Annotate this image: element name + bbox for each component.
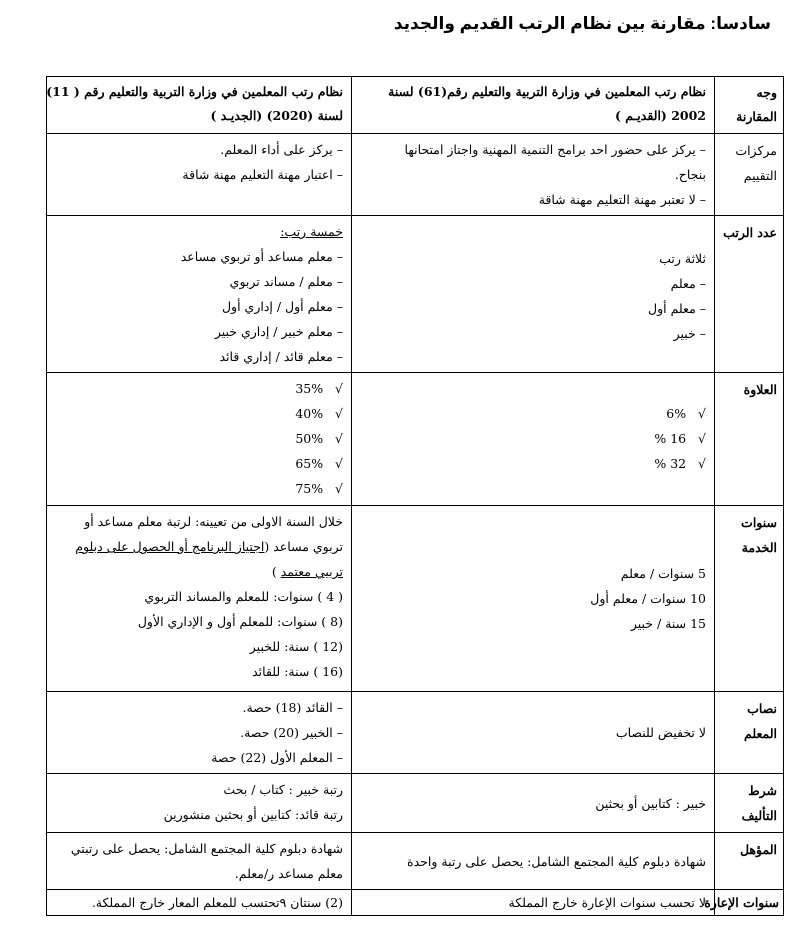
header-old-line2: 2002 (القديـم ) (615, 108, 706, 123)
check-icon: √ (335, 381, 343, 396)
label-secondment: سنوات الإعارة (715, 890, 784, 916)
old-ranks-2: – معلم (670, 276, 706, 291)
old-service-3: 15 سنة / خبير (630, 616, 706, 631)
new-qualification-1: شهادة دبلوم كلية المجتمع الشامل: يحصل على رتبتي (70, 841, 343, 856)
header-criterion: وجه المقارنة (715, 77, 784, 134)
check-icon: √ (698, 431, 706, 446)
comparison-table (46, 76, 784, 916)
new-evaluation-1: – يركز على أداء المعلم. (220, 142, 343, 157)
check-icon: √ (335, 431, 343, 446)
check-icon: √ (335, 406, 343, 421)
new-service-intro3 (55, 559, 343, 584)
new-service-intro2b: اجتياز البرنامج أو الحصول على دبلوم (75, 539, 265, 554)
old-service-2: 10 سنوات / معلم أول (590, 591, 706, 606)
new-ranks-heading: خمسة رتب: (280, 224, 343, 239)
row-ranks (47, 216, 784, 373)
header-old-system (352, 77, 715, 134)
new-authorship (47, 774, 352, 833)
new-evaluation (47, 134, 352, 216)
new-service (47, 506, 352, 692)
new-allowance-value: 75% (295, 481, 324, 496)
new-allowance-1 (55, 376, 343, 401)
new-ranks-1: – معلم مساعد أو تربوي مساعد (180, 249, 343, 264)
row-allowance (47, 373, 784, 506)
new-qualification-2: معلم مساعد ر/معلم. (234, 866, 343, 881)
new-allowance-2 (55, 401, 343, 426)
new-authorship-1: رتبة خبير : كتاب / بحث (223, 782, 343, 797)
label-ranks: عدد الرتب (715, 216, 784, 373)
old-service (352, 506, 715, 692)
row-service (47, 506, 784, 692)
new-service-1: ( 4 ) سنوات: للمعلم والمساند التربوي (144, 589, 343, 604)
check-icon: √ (698, 456, 706, 471)
old-ranks-1: ثلاثة رتب (659, 251, 706, 266)
new-service-intro2a: تربوي مساعد ( (264, 539, 343, 554)
new-ranks-5: – معلم قائد / إداري قائد (219, 349, 343, 364)
row-evaluation (47, 134, 784, 216)
old-qualification: شهادة دبلوم كلية المجتمع الشامل: يحصل على رتبة واحدة (352, 833, 715, 890)
label-qualification: المؤهل (715, 833, 784, 890)
new-allowance-value: 35% (295, 381, 324, 396)
old-ranks-3: – معلم أول (648, 301, 706, 316)
check-icon: √ (335, 456, 343, 471)
old-teaching-load: لا تخفيض للنصاب (352, 692, 715, 774)
check-icon: √ (698, 406, 706, 421)
row-authorship (47, 774, 784, 833)
new-service-intro1: خلال السنة الاولى من تعيينه: لرتبة معلم مساعد أو (84, 514, 343, 529)
old-allowance-1 (360, 401, 706, 426)
old-evaluation-1: – يركز على حضور احد برامج التنمية المهنية واجتاز امتحانها (404, 142, 706, 157)
new-ranks-3: – معلم أول / إداري أول (221, 299, 343, 314)
new-qualification (47, 833, 352, 890)
new-allowance-3 (55, 426, 343, 451)
old-service-1: 5 سنوات / معلم (620, 566, 706, 581)
old-evaluation (352, 134, 715, 216)
old-allowance-3 (360, 451, 706, 476)
new-ranks (47, 216, 352, 373)
label-service-1: سنوات (741, 515, 777, 530)
old-ranks-4: – خبير (673, 326, 706, 341)
old-secondment: لا تحسب سنوات الإعارة خارج المملكة (352, 890, 715, 916)
new-service-2: (8 ) سنوات: للمعلم أول و الإداري الأول (137, 614, 343, 629)
old-allowance-value: 32 % (654, 456, 687, 471)
row-teaching-load (47, 692, 784, 774)
label-teaching-load: نصاب المعلم (715, 692, 784, 774)
new-service-4: (16 ) سنة: للقائد (252, 664, 343, 679)
new-service-intro2 (55, 534, 343, 559)
new-load-2: – الخبير (20) حصة. (240, 725, 343, 740)
new-service-intro3b: ) (271, 564, 281, 579)
new-allowance-value: 65% (295, 456, 324, 471)
page-title: سادسا: مقارنة بين نظام الرتب القديم والجديد (393, 14, 771, 33)
label-allowance: العلاوة (715, 373, 784, 506)
label-service (715, 506, 784, 692)
old-allowance (352, 373, 715, 506)
new-allowance-value: 50% (295, 431, 324, 446)
new-authorship-2: رتبة قائد: كتابين أو بحثين منشورين (163, 807, 343, 822)
label-evaluation: مركزات التقييم (715, 134, 784, 216)
new-service-3: (12 ) سنة: للخبير (249, 639, 343, 654)
new-service-intro3a: تربيي معتمد (280, 564, 343, 579)
label-service-2: الخدمة (741, 540, 777, 555)
old-allowance-value: 6% (666, 406, 687, 421)
check-icon: √ (335, 481, 343, 496)
new-load-1: – القائد (18) حصة. (242, 700, 343, 715)
new-ranks-2: – معلم / مساند تربوي (229, 274, 343, 289)
old-ranks (352, 216, 715, 373)
new-teaching-load (47, 692, 352, 774)
old-evaluation-3: – لا تعتبر مهنة التعليم مهنة شاقة (538, 192, 706, 207)
header-new-system (47, 77, 352, 134)
header-new-line1: نظام رتب المعلمين في وزارة التربية والتعليم رقم ( 11) (46, 84, 343, 99)
new-allowance-value: 40% (295, 406, 324, 421)
new-secondment: (2) سنتان ٩تحتسب للمعلم المعار خارج المملكة. (47, 890, 352, 916)
new-allowance-4 (55, 451, 343, 476)
header-old-line1: نظام رتب المعلمين في وزارة التربية والتعليم رقم(61) لسنة (388, 84, 706, 99)
new-load-3: – المعلم الأول (22) حصة (211, 750, 343, 765)
old-evaluation-2: بنجاح. (674, 167, 706, 182)
row-secondment (47, 890, 784, 916)
old-authorship: خبير : كتابين أو بحثين (352, 774, 715, 833)
row-qualification (47, 833, 784, 890)
old-allowance-value: 16 % (654, 431, 687, 446)
header-row (47, 77, 784, 134)
header-new-line2: لسنة (2020) (الجديـد ) (210, 108, 343, 123)
label-authorship: شرط التأليف (715, 774, 784, 833)
new-evaluation-2: – اعتبار مهنة التعليم مهنة شاقة (182, 167, 343, 182)
old-allowance-2 (360, 426, 706, 451)
new-ranks-4: – معلم خبير / إداري خبير (214, 324, 343, 339)
new-allowance (47, 373, 352, 506)
new-allowance-5 (55, 476, 343, 501)
